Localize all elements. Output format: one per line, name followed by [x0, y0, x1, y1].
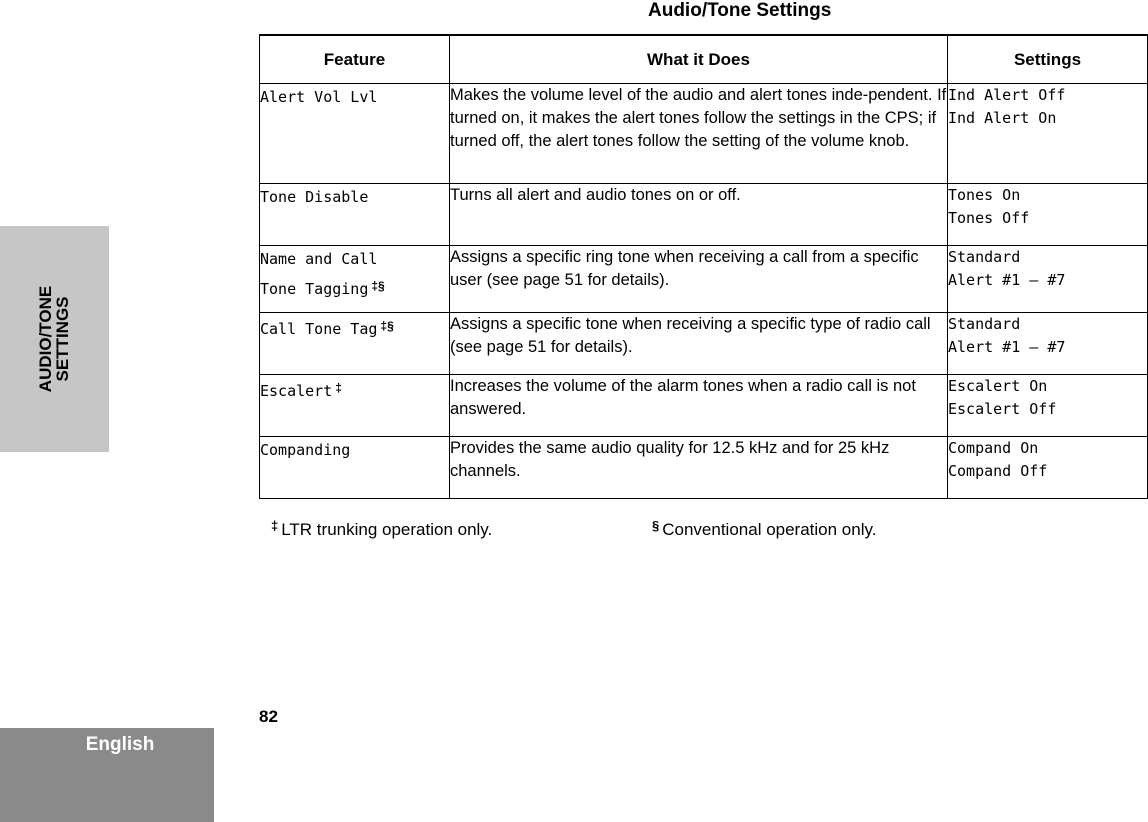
- table-row: [260, 437, 1148, 499]
- description-cell: Turns all alert and audio tones on or off.: [450, 184, 948, 246]
- footnote-text: LTR trunking operation only.: [281, 520, 493, 539]
- feature-cell: Companding: [260, 437, 450, 499]
- setting-option: Escalert Off: [948, 400, 1057, 418]
- feature-cell: Name and Call Tone Tagging ‡§: [260, 246, 450, 313]
- setting-option: Tones On: [948, 186, 1021, 204]
- description-cell: Provides the same audio quality for 12.5 kHz and for 25 kHz channels.: [450, 437, 948, 499]
- settings-table: [259, 34, 1148, 499]
- feature-cell: Escalert ‡: [260, 375, 450, 437]
- page-number: 82: [259, 707, 278, 726]
- footnote-mark: ‡§: [380, 319, 394, 333]
- feature-cell: Call Tone Tag ‡§: [260, 313, 450, 375]
- table-row: [260, 313, 1148, 375]
- footnote-text: Conventional operation only.: [662, 520, 877, 539]
- setting-option: Tones Off: [948, 209, 1030, 227]
- footnote-mark: ‡: [335, 381, 342, 395]
- table-header-row: [260, 35, 1148, 84]
- feature-cell: Alert Vol Lvl: [260, 84, 450, 184]
- description-cell: Assigns a specific ring tone when receiving a call from a specific user (see page 51 for details).: [450, 246, 948, 313]
- settings-cell: [948, 437, 1148, 499]
- section-tab: [0, 226, 109, 452]
- settings-cell: [948, 84, 1148, 184]
- description-cell: Increases the volume of the alarm tones when a radio call is not answered.: [450, 375, 948, 437]
- language-tab-label: English: [85, 734, 155, 755]
- header-what-it-does: What it Does: [450, 35, 948, 84]
- setting-option: Compand Off: [948, 462, 1048, 480]
- header-feature: Feature: [260, 35, 450, 84]
- footnote-mark: ‡§: [371, 279, 385, 293]
- section-tab-label: AUDIO/TONE SETTINGS: [36, 285, 72, 393]
- settings-cell: [948, 313, 1148, 375]
- setting-option: Alert #1 – #7: [948, 271, 1066, 289]
- settings-cell: [948, 375, 1148, 437]
- table-row: [260, 375, 1148, 437]
- settings-cell: [948, 184, 1148, 246]
- footnote-ltr: [271, 518, 492, 540]
- footnote-symbol: §: [652, 518, 660, 533]
- setting-option: Compand On: [948, 439, 1039, 457]
- setting-option: Alert #1 – #7: [948, 338, 1066, 356]
- setting-option: Standard: [948, 248, 1021, 266]
- setting-option: Standard: [948, 315, 1021, 333]
- table-row: [260, 84, 1148, 184]
- footnote-symbol: ‡: [271, 518, 279, 533]
- language-tab: [0, 728, 214, 822]
- page-title: Audio/Tone Settings: [648, 0, 832, 21]
- description-cell: Makes the volume level of the audio and alert tones inde-pendent. If turned on, it makes the alert tones follow the settings in the CPS; if turned off, the alert tones follow the setting of the volume knob.: [450, 84, 948, 184]
- table-row: [260, 184, 1148, 246]
- description-cell: Assigns a specific tone when receiving a specific type of radio call (see page 51 for details).: [450, 313, 948, 375]
- settings-cell: [948, 246, 1148, 313]
- setting-option: Ind Alert On: [948, 109, 1057, 127]
- footnote-conventional: [652, 518, 876, 540]
- header-settings: Settings: [948, 35, 1148, 84]
- feature-cell: Tone Disable: [260, 184, 450, 246]
- setting-option: Escalert On: [948, 377, 1048, 395]
- setting-option: Ind Alert Off: [948, 86, 1066, 104]
- table-row: [260, 246, 1148, 313]
